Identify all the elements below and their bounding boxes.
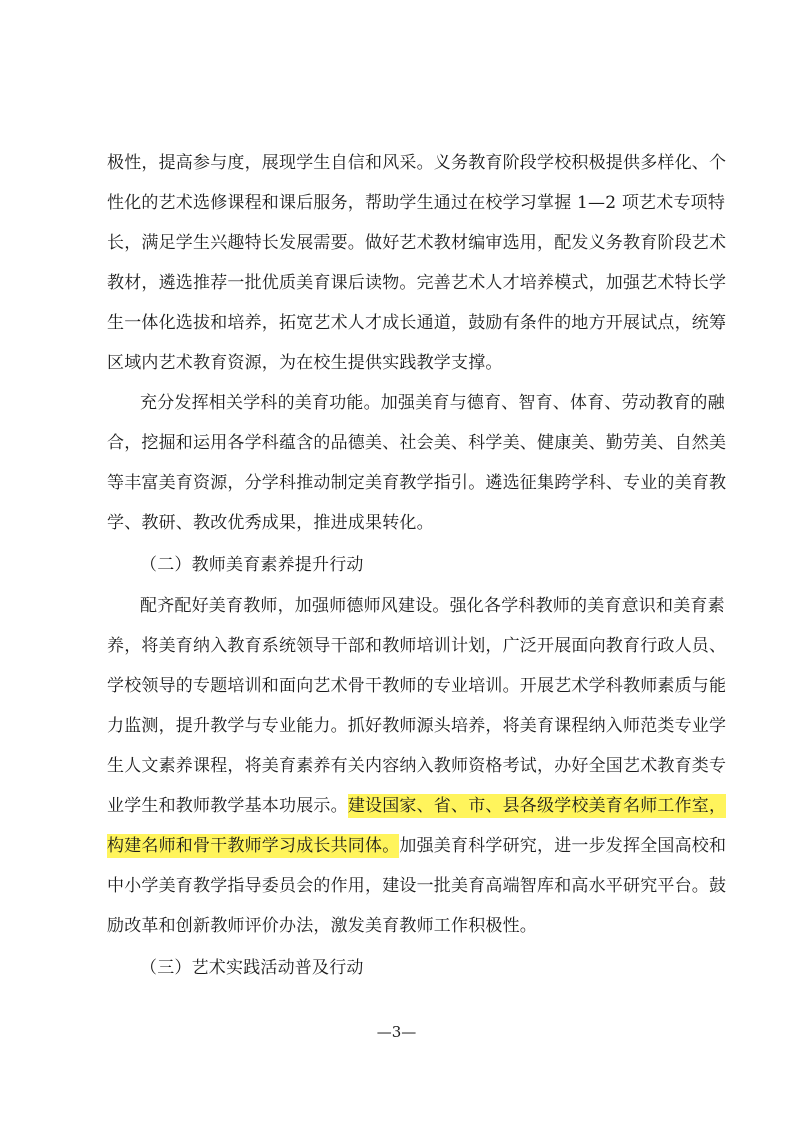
paragraph-line: 力监测，提升教学与专业能力。抓好教师源头培养，将美育课程纳入师范类专业学 xyxy=(107,716,727,736)
paragraph-line: 长，满足学生兴趣特长发展需要。做好艺术教材编审选用，配发义务教育阶段艺术 xyxy=(107,233,727,253)
paragraph-line: 养，将美育纳入教育系统领导干部和教师培训计划，广泛开展面向教育行政人员、 xyxy=(107,636,727,656)
paragraph-line xyxy=(107,836,726,856)
paragraph-line: 励改革和创新教师评价办法，激发美育教师工作积极性。 xyxy=(107,916,537,936)
page-number: —3— xyxy=(376,1023,417,1041)
highlighted-text: 构建名师和骨干教师学习成长共同体。 xyxy=(107,836,400,856)
paragraph-line: 学、教研、教改优秀成果，推进成果转化。 xyxy=(107,513,434,533)
plain-text: 加强美育科学研究，进一步发挥全国高校和 xyxy=(399,836,727,856)
paragraph-line: 中小学美育教学指导委员会的作用，建设一批美育高端智库和高水平研究平台。鼓 xyxy=(107,876,727,896)
paragraph-line: 生人文素养课程，将美育素养有关内容纳入教师资格考试，办好全国艺术教育类专 xyxy=(107,756,727,776)
plain-text: 业学生和教师教学基本功展示。 xyxy=(107,796,348,816)
paragraph-line: 教材，遴选推荐一批优质美育课后读物。完善艺术人才培养模式，加强艺术特长学 xyxy=(107,273,727,293)
highlighted-text: 建设国家、省、市、县各级学校美育名师工作室， xyxy=(347,796,727,816)
paragraph-line xyxy=(107,796,726,816)
paragraph-line: 配齐配好美育教师，加强师德师风建设。强化各学科教师的美育意识和美育素 xyxy=(140,596,725,616)
paragraph-line: 生一体化选拔和培养，拓宽艺术人才成长通道，鼓励有条件的地方开展试点，统筹 xyxy=(107,313,727,333)
paragraph-line: 极性，提高参与度，展现学生自信和风采。义务教育阶段学校积极提供多样化、个 xyxy=(107,153,727,173)
paragraph-line: 等丰富美育资源，分学科推动制定美育教学指引。遴选征集跨学科、专业的美育教 xyxy=(107,473,727,493)
paragraph-line: 性化的艺术选修课程和课后服务，帮助学生通过在校学习掌握 1—2 项艺术专项特 xyxy=(107,193,726,213)
section-heading: （三）艺术实践活动普及行动 xyxy=(140,958,364,978)
paragraph-line: 学校领导的专题培训和面向艺术骨干教师的专业培训。开展艺术学科教师素质与能 xyxy=(107,676,727,696)
section-heading: （二）教师美育素养提升行动 xyxy=(140,555,364,575)
paragraph-line: 充分发挥相关学科的美育功能。加强美育与德育、智育、体育、劳动教育的融 xyxy=(140,393,725,413)
paragraph-line: 区域内艺术教育资源，为在校生提供实践教学支撑。 xyxy=(107,353,503,373)
paragraph-line: 合，挖掘和运用各学科蕴含的品德美、社会美、科学美、健康美、勤劳美、自然美 xyxy=(107,433,727,453)
